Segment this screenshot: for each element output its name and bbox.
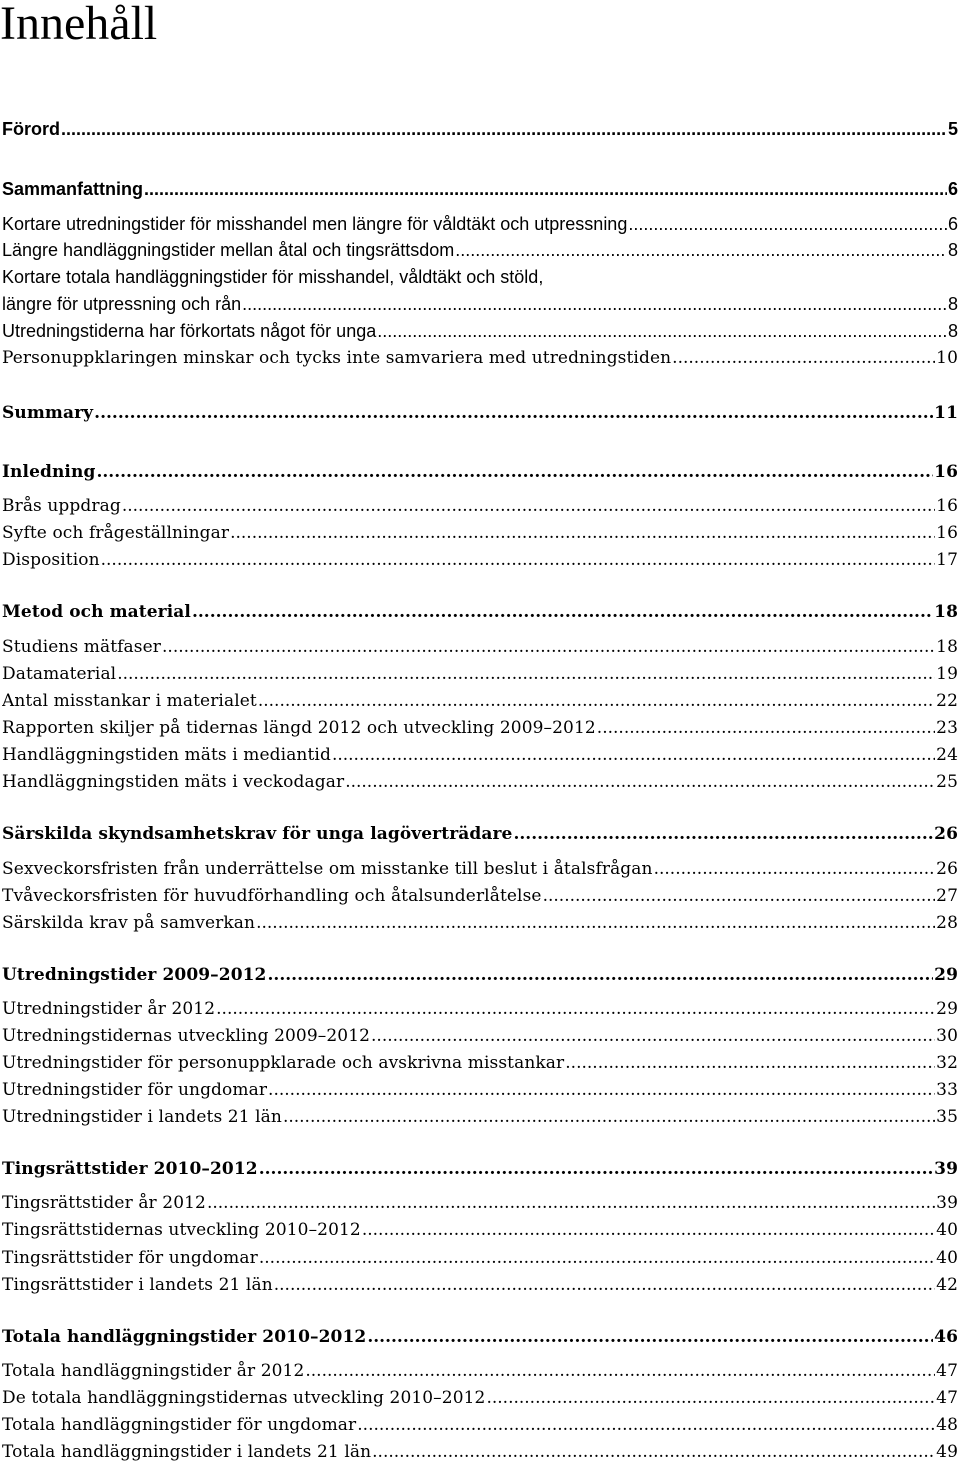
toc-entry-label: Utredningstider 2009–2012 xyxy=(2,965,267,985)
toc-chapter-entry[interactable] xyxy=(2,116,958,143)
toc-page-number: 39 xyxy=(934,1159,958,1179)
toc-section-entry[interactable] xyxy=(2,1050,958,1077)
toc-page-number: 49 xyxy=(936,1442,958,1462)
toc-dot-leader xyxy=(455,237,947,264)
toc-entry-label: Förord xyxy=(2,119,60,139)
toc-dot-leader xyxy=(377,318,947,345)
toc-page-number: 5 xyxy=(947,119,958,139)
toc-entry-label: Tingsrättstider 2010–2012 xyxy=(2,1159,258,1179)
toc-page-number: 40 xyxy=(936,1220,958,1240)
toc-section-entry[interactable] xyxy=(2,910,958,937)
toc-entry-label: längre för utpressning och rån xyxy=(2,294,242,314)
toc-dot-leader xyxy=(242,291,947,318)
toc-page-number: 29 xyxy=(936,999,958,1019)
toc-entry-label: Totala handläggningstider 2010–2012 xyxy=(2,1327,367,1347)
toc-entry-label: Särskilda skyndsamhetskrav för unga lagöverträdare xyxy=(2,824,513,844)
toc-page-number: 28 xyxy=(936,913,958,933)
toc-section-entry[interactable] xyxy=(2,715,958,742)
toc-dot-leader xyxy=(345,769,935,796)
toc-dot-leader xyxy=(486,1385,935,1412)
toc-entry-label: Tingsrättstider år 2012 xyxy=(2,1193,206,1213)
toc-page-number: 47 xyxy=(936,1361,958,1381)
toc-dot-leader xyxy=(122,493,935,520)
toc-entry-label: Tingsrättstidernas utveckling 2010–2012 xyxy=(2,1220,361,1240)
toc-dot-leader xyxy=(94,400,933,427)
toc-entry-label: Inledning xyxy=(2,462,96,482)
toc-section-entry[interactable] xyxy=(2,1190,958,1217)
toc-section-entry[interactable] xyxy=(2,547,958,574)
toc-entry-label: Särskilda krav på samverkan xyxy=(2,913,256,933)
toc-chapter-entry[interactable] xyxy=(2,459,958,486)
toc-dot-leader xyxy=(144,176,947,203)
toc-chapter-entry[interactable] xyxy=(2,400,958,427)
toc-section-entry[interactable] xyxy=(2,1104,958,1131)
toc-section-entry[interactable] xyxy=(2,1358,958,1385)
toc-dot-leader xyxy=(192,599,933,626)
toc-entry-label: Tingsrättstider för ungdomar xyxy=(2,1248,258,1268)
toc-section-entry[interactable] xyxy=(2,345,958,372)
toc-page-number: 29 xyxy=(934,965,958,985)
toc-page-number: 32 xyxy=(936,1053,958,1073)
toc-entry-label: Brås uppdrag xyxy=(2,496,121,516)
toc-page-number: 19 xyxy=(936,664,958,684)
toc-section-entry[interactable] xyxy=(2,318,958,345)
toc-dot-leader xyxy=(513,821,933,848)
toc-entry-label: Sammanfattning xyxy=(2,179,144,199)
toc-dot-leader xyxy=(117,661,935,688)
toc-dot-leader xyxy=(565,1050,935,1077)
toc-entry-label: Syfte och frågeställningar xyxy=(2,523,230,543)
toc-entry-label: De totala handläggningstidernas utveckling 2010–2012 xyxy=(2,1388,486,1408)
toc-entry-label: Antal misstankar i materialet xyxy=(2,691,257,711)
toc-page-number: 16 xyxy=(936,523,958,543)
toc-chapter-entry[interactable] xyxy=(2,176,958,203)
toc-section-entry[interactable] xyxy=(2,996,958,1023)
toc-page-number: 26 xyxy=(934,824,958,844)
toc-section-entry[interactable] xyxy=(2,769,958,796)
toc-entry-label: Totala handläggningstider i landets 21 län xyxy=(2,1442,372,1462)
toc-dot-leader xyxy=(162,634,935,661)
toc-entry-label: Längre handläggningstider mellan åtal och tingsrättsdom xyxy=(2,240,455,260)
toc-entry-label: Handläggningstiden mäts i veckodagar xyxy=(2,772,345,792)
toc-dot-leader xyxy=(274,1272,935,1299)
toc-section-entry[interactable] xyxy=(2,856,958,883)
toc-entry-label: Tvåveckorsfristen för huvudförhandling och åtalsunderlåtelse xyxy=(2,886,542,906)
toc-dot-leader xyxy=(207,1190,935,1217)
toc-page-number: 30 xyxy=(936,1026,958,1046)
toc-chapter-entry[interactable] xyxy=(2,1324,958,1351)
toc-entry-label: Utredningstiderna har förkortats något för unga xyxy=(2,321,377,341)
toc-dot-leader xyxy=(268,962,934,989)
toc-page-number: 22 xyxy=(936,691,958,711)
toc-section-entry[interactable] xyxy=(2,1023,958,1050)
toc-page-number: 8 xyxy=(947,240,958,260)
toc-dot-leader xyxy=(362,1217,935,1244)
toc-dot-leader xyxy=(96,459,933,486)
toc-section-entry[interactable] xyxy=(2,520,958,547)
toc-dot-leader xyxy=(230,520,935,547)
toc-entry-label: Datamaterial xyxy=(2,664,117,684)
toc-entry-label: Sexveckorsfristen från underrättelse om misstanke till beslut i åtalsfrågan xyxy=(2,859,653,879)
toc-dot-leader xyxy=(654,856,936,883)
toc-page-number: 48 xyxy=(936,1415,958,1435)
toc-section-entry[interactable] xyxy=(2,742,958,769)
toc-dot-leader xyxy=(371,1023,935,1050)
toc-page-number: 42 xyxy=(936,1275,958,1295)
toc-chapter-entry[interactable] xyxy=(2,1156,958,1183)
toc-section-entry[interactable] xyxy=(2,1217,958,1244)
toc-page-number: 27 xyxy=(936,886,958,906)
toc-entry-label: Totala handläggningstider år 2012 xyxy=(2,1361,305,1381)
toc-dot-leader xyxy=(268,1077,935,1104)
toc-page-number: 18 xyxy=(936,637,958,657)
toc-section-entry[interactable] xyxy=(2,291,958,318)
toc-page-number: 47 xyxy=(936,1388,958,1408)
toc-page-number: 10 xyxy=(936,348,958,368)
toc-section-entry[interactable] xyxy=(2,688,958,715)
toc-dot-leader xyxy=(357,1412,935,1439)
toc-dot-leader xyxy=(258,688,935,715)
toc-chapter-entry[interactable] xyxy=(2,599,958,626)
toc-section-entry[interactable] xyxy=(2,1077,958,1104)
toc-entry-label: Handläggningstiden mäts i mediantid xyxy=(2,745,331,765)
toc-section-entry[interactable] xyxy=(2,1385,958,1412)
toc-dot-leader xyxy=(543,883,936,910)
toc-dot-leader xyxy=(216,996,935,1023)
toc-dot-leader xyxy=(259,1245,935,1272)
toc-entry-label: Tingsrättstider i landets 21 län xyxy=(2,1275,273,1295)
toc-section-entry[interactable] xyxy=(2,493,958,520)
toc-dot-leader xyxy=(101,547,936,574)
toc-entry-label: Rapporten skiljer på tidernas längd 2012 och utveckling 2009–2012 xyxy=(2,718,596,738)
toc-section-entry[interactable] xyxy=(2,1272,958,1299)
toc-entry-label: Utredningstider år 2012 xyxy=(2,999,216,1019)
toc-section-entry[interactable] xyxy=(2,1439,958,1466)
toc-page-number: 18 xyxy=(934,602,958,622)
toc-page-number: 35 xyxy=(936,1107,958,1127)
toc-page-number: 11 xyxy=(934,403,958,423)
toc-dot-leader xyxy=(259,1156,933,1183)
toc-entry-label: Kortare utredningstider för misshandel men längre för våldtäkt och utpressning xyxy=(2,214,628,234)
toc-section-entry[interactable] xyxy=(2,883,958,910)
toc-page-number: 17 xyxy=(936,550,958,570)
toc-page-number: 40 xyxy=(936,1248,958,1268)
toc-entry-label: Disposition xyxy=(2,550,100,570)
toc-dot-leader xyxy=(628,211,947,238)
toc-entry-continued xyxy=(2,264,958,291)
toc-entry-label: Utredningstider i landets 21 län xyxy=(2,1107,282,1127)
toc-page-number: 8 xyxy=(947,321,958,341)
toc-dot-leader xyxy=(372,1439,935,1466)
toc-dot-leader xyxy=(672,345,935,372)
toc-entry-label: Utredningstider för personuppklarade och avskrivna misstankar xyxy=(2,1053,565,1073)
toc-page-number: 6 xyxy=(947,179,958,199)
toc-dot-leader xyxy=(61,116,947,143)
toc-entry-label: Studiens mätfaser xyxy=(2,637,162,657)
toc-page-number: 23 xyxy=(936,718,958,738)
toc-page-number: 24 xyxy=(936,745,958,765)
toc-dot-leader xyxy=(283,1104,935,1131)
toc-entry-label: Kortare totala handläggningstider för misshandel, våldtäkt och stöld, xyxy=(2,267,544,287)
toc-entry-label: Personuppklaringen minskar och tycks inte samvariera med utredningstiden xyxy=(2,348,672,368)
toc-dot-leader xyxy=(305,1358,935,1385)
toc-dot-leader xyxy=(597,715,935,742)
toc-section-entry[interactable] xyxy=(2,1412,958,1439)
toc-page-number: 16 xyxy=(934,462,958,482)
toc-page-number: 25 xyxy=(936,772,958,792)
toc-page-number: 8 xyxy=(947,294,958,314)
toc-section-entry[interactable] xyxy=(2,211,958,238)
toc-section-entry[interactable] xyxy=(2,237,958,264)
toc-page-number: 6 xyxy=(947,214,958,234)
toc-chapter-entry[interactable] xyxy=(2,962,958,989)
toc-page-number: 26 xyxy=(936,859,958,879)
toc-section-entry[interactable] xyxy=(2,1245,958,1272)
toc-page-number: 46 xyxy=(934,1327,958,1347)
toc-dot-leader xyxy=(367,1324,933,1351)
toc-section-entry[interactable] xyxy=(2,634,958,661)
toc-dot-leader xyxy=(256,910,935,937)
toc-entry-label: Totala handläggningstider för ungdomar xyxy=(2,1415,357,1435)
toc-page-number: 33 xyxy=(936,1080,958,1100)
toc-section-entry[interactable] xyxy=(2,661,958,688)
toc-entry-label: Summary xyxy=(2,403,94,423)
toc-entry-label: Utredningstidernas utveckling 2009–2012 xyxy=(2,1026,371,1046)
page-title: Innehåll xyxy=(0,0,158,50)
toc-chapter-entry[interactable] xyxy=(2,821,958,848)
toc-entry-label: Metod och material xyxy=(2,602,191,622)
toc-page-number: 16 xyxy=(936,496,958,516)
toc-entry-label: Utredningstider för ungdomar xyxy=(2,1080,268,1100)
toc-dot-leader xyxy=(332,742,935,769)
toc-page-number: 39 xyxy=(936,1193,958,1213)
